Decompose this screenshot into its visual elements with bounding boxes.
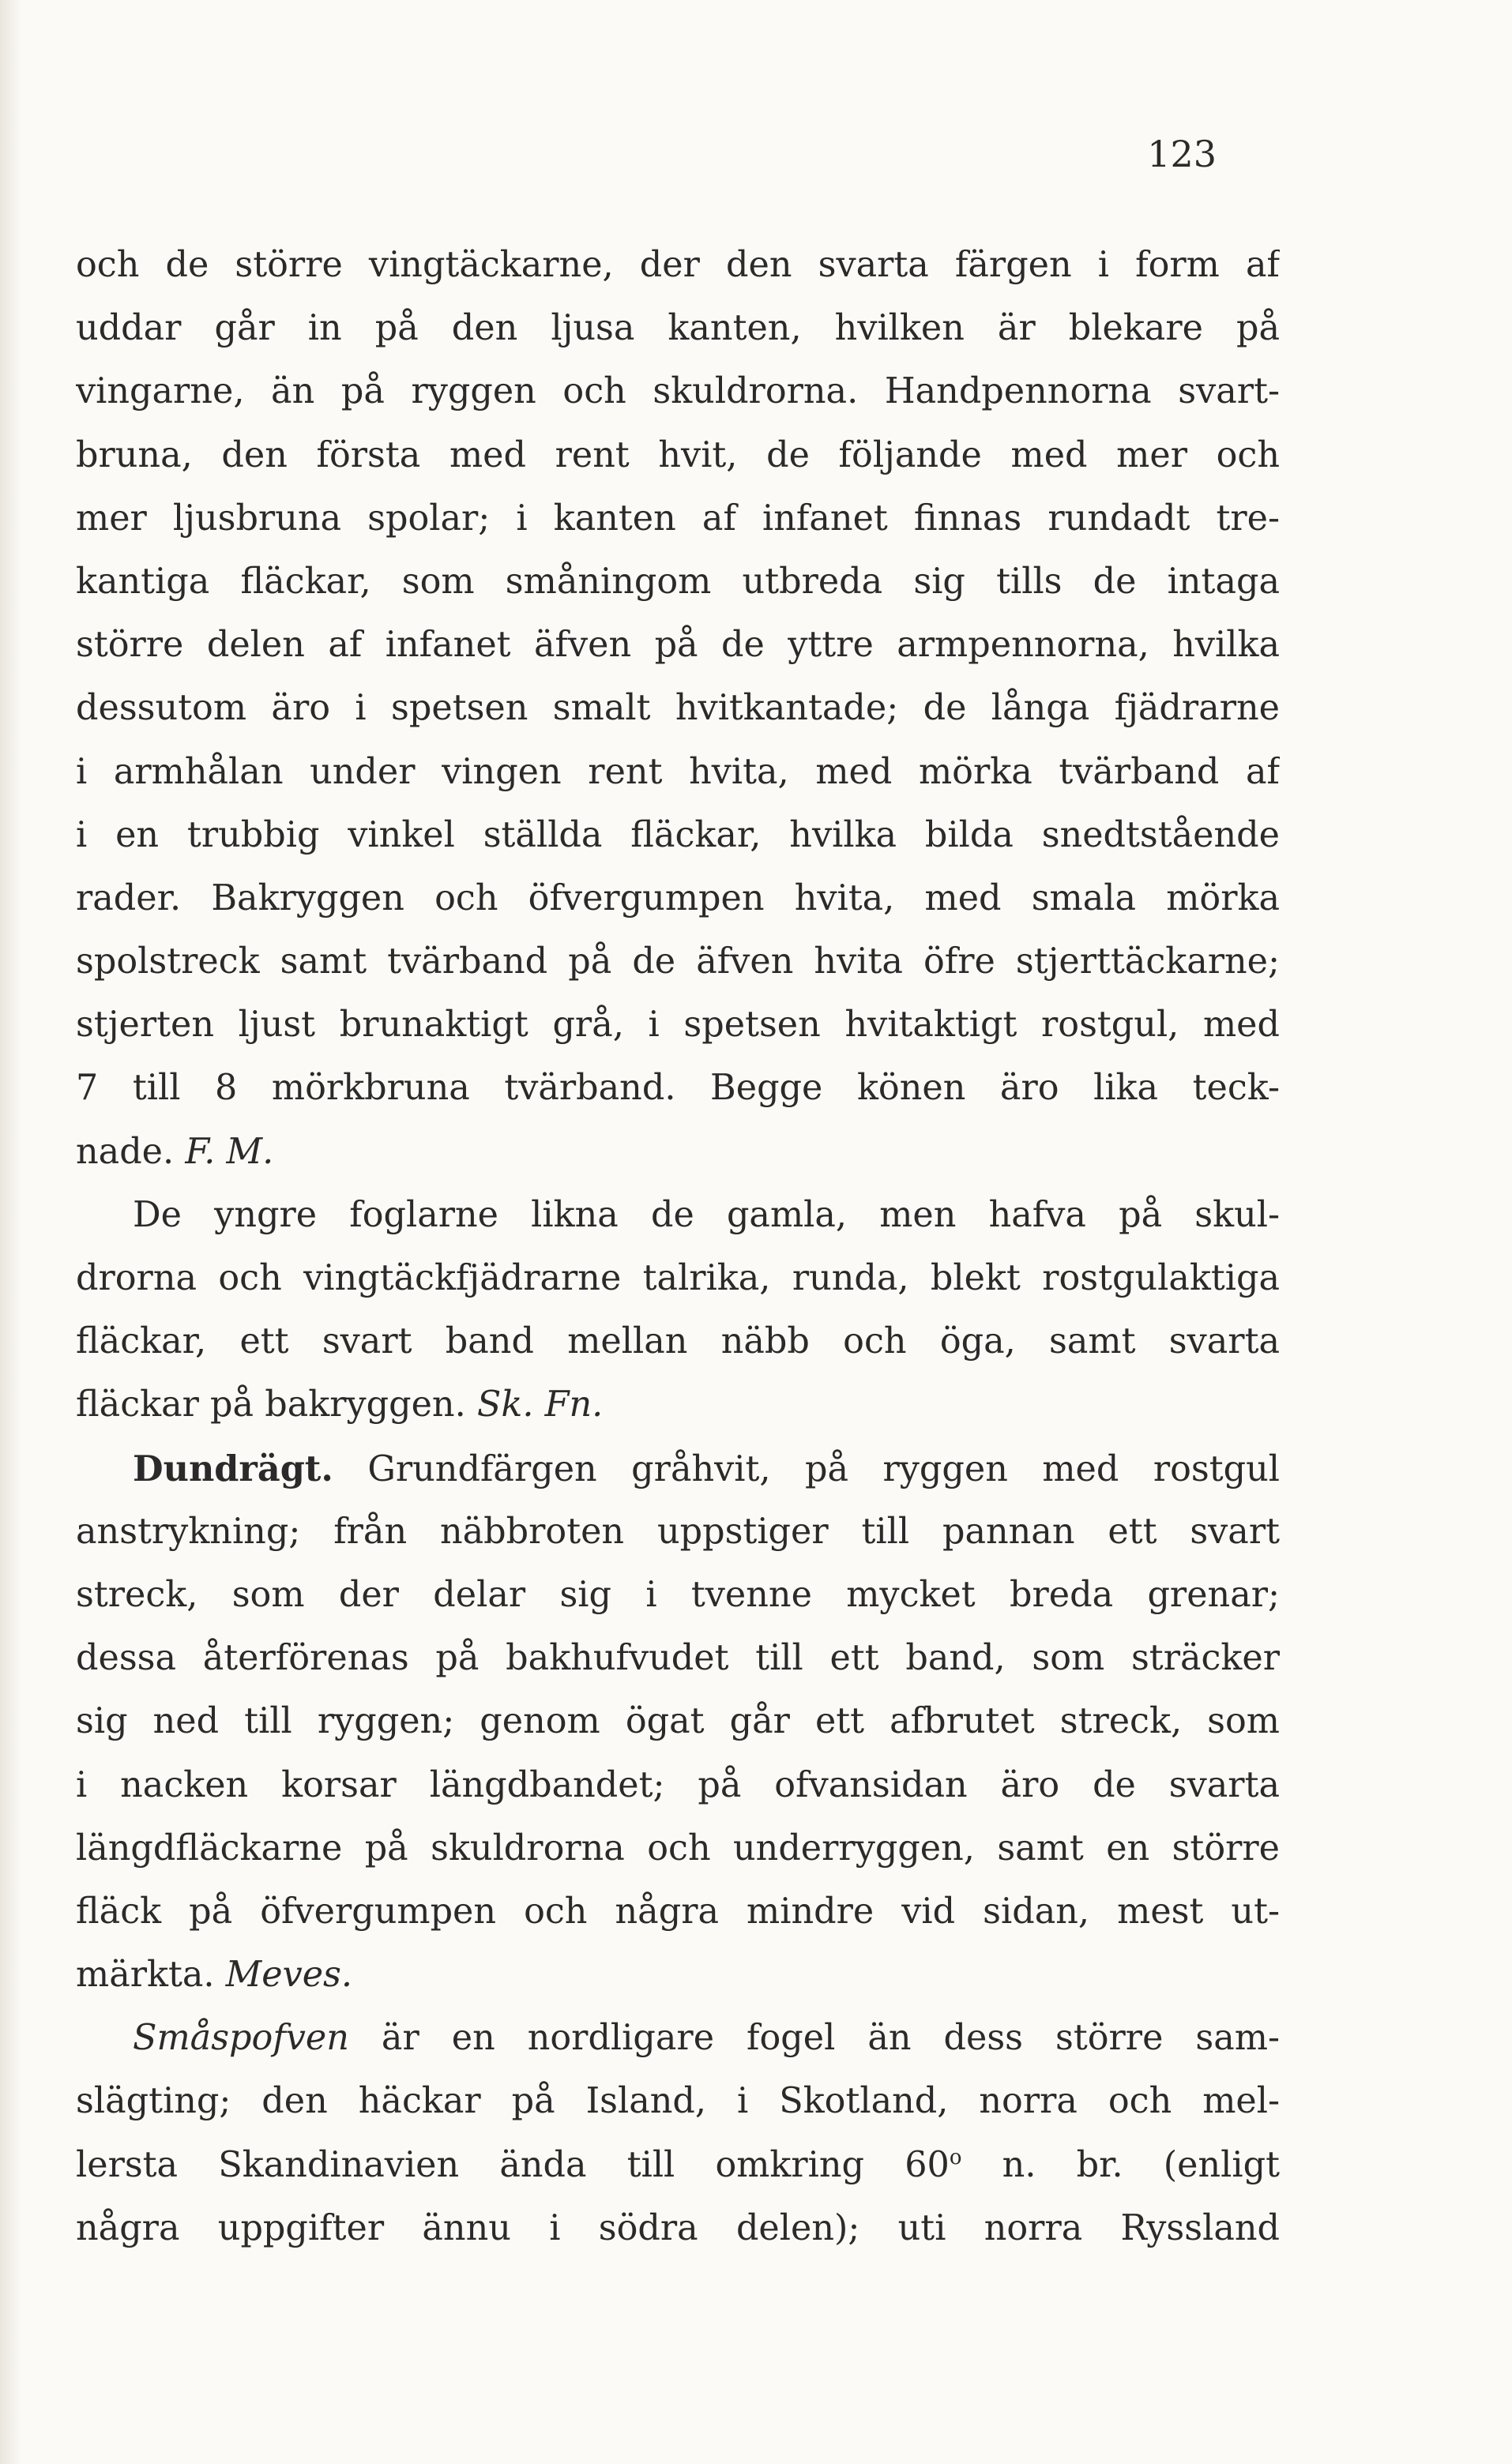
- text-line: [76, 930, 1280, 993]
- text-line: [76, 614, 1280, 677]
- text-line: [76, 867, 1280, 930]
- text-line: [76, 1880, 1280, 1944]
- text-segment: är en nordligare fogel än dess större sam-: [348, 2018, 1280, 2059]
- page-number: 123: [1147, 133, 1217, 175]
- text-segment: stjerten ljust brunaktigt grå, i spetsen hvitaktigt rostgul, med: [76, 1005, 1280, 1046]
- text-line: [76, 1310, 1280, 1373]
- text-line: [76, 1627, 1280, 1690]
- text-line: [76, 360, 1280, 423]
- text-line: [76, 234, 1280, 297]
- text-segment: streck, som der delar sig i tvenne mycket breda grenar;: [76, 1574, 1280, 1615]
- text-segment: uddar går in på den ljusa kanten, hvilken är blekare på: [76, 308, 1280, 349]
- text-segment: nade.: [76, 1131, 186, 1172]
- text-line: [76, 1944, 1280, 2007]
- text-line: [76, 487, 1280, 550]
- text-segment: bruna, den första med rent hvit, de följande med mer och: [76, 434, 1280, 475]
- text-segment: sig ned till ryggen; genom ögat går ett afbrutet streck, som: [76, 1701, 1280, 1742]
- text-segment: spolstreck samt tvärband på de äfven hvita öfre stjerttäckarne;: [76, 941, 1280, 982]
- text-segment: i armhålan under vingen rent hvita, med mörka tvärband af: [76, 751, 1280, 792]
- text-segment: Grundfärgen gråhvit, på ryggen med rostgul: [333, 1448, 1280, 1489]
- text-segment: rader. Bakryggen och öfvergumpen hvita, med smala mörka: [76, 877, 1280, 918]
- text-segment: vingarne, än på ryggen och skuldrorna. Handpennorna svart-: [76, 371, 1280, 412]
- text-line: [76, 2197, 1280, 2260]
- degree-superscript: o: [949, 2145, 962, 2169]
- text-line: [76, 424, 1280, 487]
- italic-text: F. M.: [185, 1131, 274, 1172]
- italic-text: Meves.: [225, 1955, 353, 1996]
- italic-text: Sk. Fn.: [476, 1384, 604, 1425]
- text-segment: och de större vingtäckarne, der den svarta färgen i form af: [76, 245, 1280, 285]
- text-segment: dessa återförenas på bakhufvudet till ett band, som sträcker: [76, 1638, 1280, 1679]
- text-line: [76, 1501, 1280, 1564]
- text-line: [76, 1373, 1280, 1437]
- text-segment: anstrykning; från näbbroten uppstiger till pannan ett svart: [76, 1511, 1280, 1552]
- text-segment: några uppgifter ännu i södra delen); uti norra Ryssland: [76, 2207, 1280, 2248]
- text-line: [76, 2134, 1280, 2197]
- text-segment: lersta Skandinavien ända till omkring 60: [76, 2144, 950, 2185]
- text-segment: 7 till 8 mörkbruna tvärband. Begge könen äro lika teck-: [76, 1068, 1280, 1109]
- bold-heading-text: Dundrägt.: [133, 1448, 333, 1489]
- text-segment: längdfläckarne på skuldrorna och underryggen, samt en större: [76, 1827, 1280, 1869]
- text-segment: slägting; den häckar på Island, i Skotland, norra och mel-: [76, 2081, 1280, 2122]
- text-line: [76, 741, 1280, 804]
- text-line: [76, 1690, 1280, 1753]
- text-segment: fläckar på bakryggen.: [76, 1384, 477, 1425]
- text-line: [76, 297, 1280, 360]
- text-line: [76, 550, 1280, 614]
- text-segment: mer ljusbruna spolar; i kanten af infanet finnas rundadt tre-: [76, 498, 1280, 539]
- text-line: [76, 1437, 1280, 1501]
- text-line: [76, 993, 1280, 1057]
- text-segment: i en trubbig vinkel ställda fläckar, hvilka bilda snedtstående: [76, 814, 1280, 855]
- text-segment: märkta.: [76, 1955, 226, 1996]
- text-segment: De yngre foglarne likna de gamla, men hafva på skul-: [133, 1194, 1280, 1235]
- text-line: [76, 1247, 1280, 1310]
- text-line: [76, 804, 1280, 867]
- text-line: [76, 1184, 1280, 1247]
- text-line: [76, 1057, 1280, 1120]
- text-segment: n. br. (enligt: [961, 2144, 1280, 2185]
- text-line: [76, 1121, 1280, 1184]
- body-text: [76, 234, 1280, 2260]
- text-segment: fläck på öfvergumpen och några mindre vid sidan, mest ut-: [76, 1891, 1280, 1932]
- text-segment: dessutom äro i spetsen smalt hvitkantade; de långa fjädrarne: [76, 688, 1280, 729]
- page-binding-shadow: [0, 0, 22, 2464]
- text-line: [76, 2007, 1280, 2070]
- text-segment: i nacken korsar längdbandet; på ofvansidan äro de svarta: [76, 1764, 1280, 1805]
- text-line: [76, 1754, 1280, 1817]
- text-line: [76, 677, 1280, 740]
- text-segment: fläckar, ett svart band mellan näbb och öga, samt svarta: [76, 1321, 1280, 1362]
- text-line: [76, 2070, 1280, 2133]
- text-segment: drorna och vingtäckfjädrarne talrika, runda, blekt rostgulaktiga: [76, 1258, 1280, 1298]
- text-line: [76, 1564, 1280, 1627]
- text-line: [76, 1817, 1280, 1880]
- text-segment: kantiga fläckar, som småningom utbreda sig tills de intaga: [76, 561, 1280, 602]
- text-segment: större delen af infanet äfven på de yttre armpennorna, hvilka: [76, 625, 1280, 666]
- italic-text: Småspofven: [133, 2018, 349, 2059]
